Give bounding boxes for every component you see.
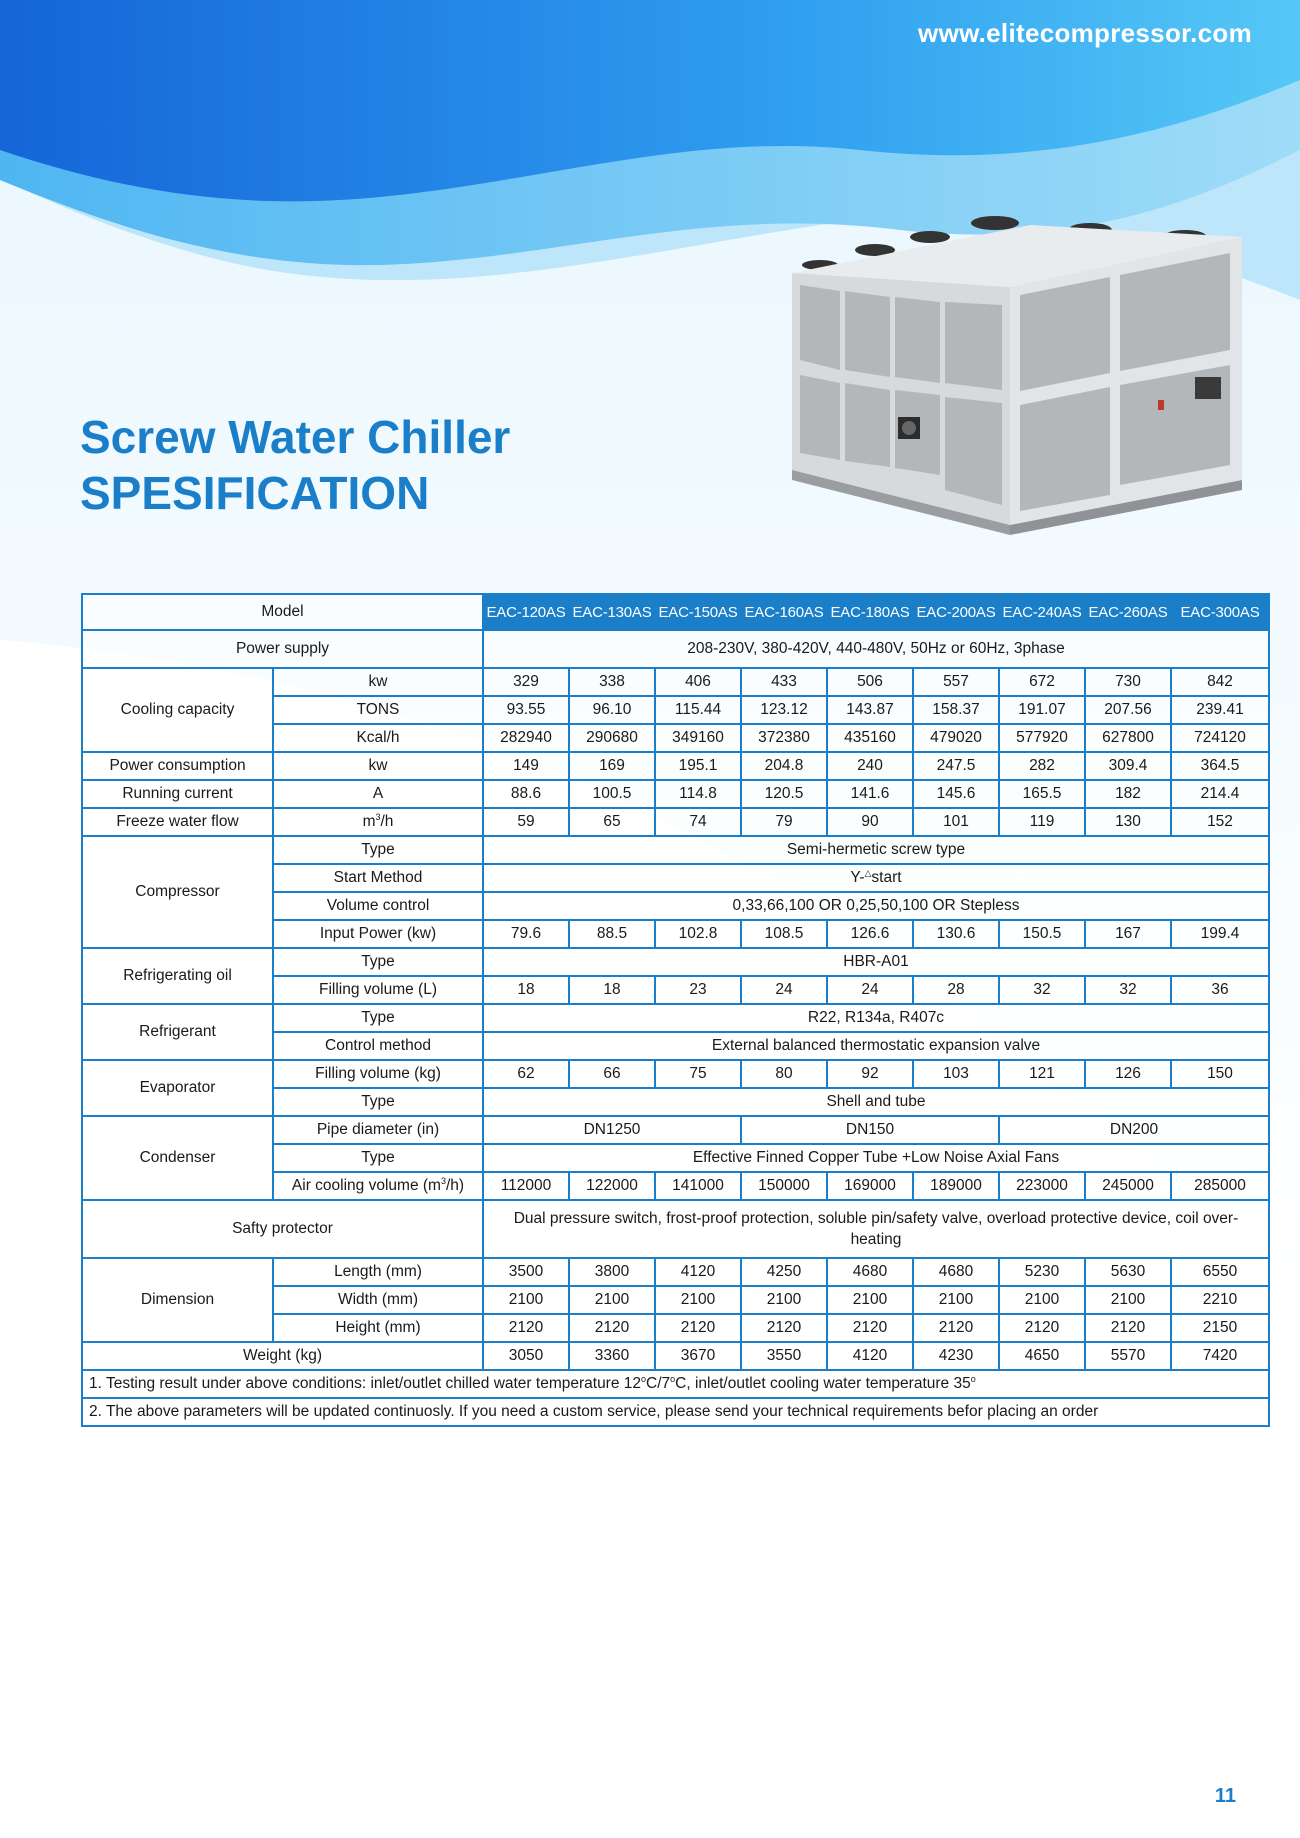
row-oil-type [82,948,1269,976]
value-cell: 4120 [655,1258,741,1286]
value-cell: 309.4 [1085,752,1171,780]
dimension-label: Dimension [82,1258,273,1342]
value-cell: 28 [913,976,999,1004]
merged-value: Semi-hermetic screw type [483,836,1269,864]
value-cell: 433 [741,668,827,696]
sub-label: Filling volume (kg) [273,1060,483,1088]
row-running-current [82,780,1269,808]
air-label-c: /h) [445,1177,465,1195]
model-cell: EAC-120AS [483,594,569,630]
weight-label: Weight (kg) [82,1342,483,1370]
value-cell: 577920 [999,724,1085,752]
row-cooling-kw [82,668,1269,696]
value-cell: 130.6 [913,920,999,948]
row-dimension-length [82,1258,1269,1286]
value-cell: 239.41 [1171,696,1269,724]
unit-cell [273,808,483,836]
air-label-sup: 3 [440,1176,446,1187]
value-cell: 2100 [741,1286,827,1314]
sub-label [273,1172,483,1200]
value-cell: 364.5 [1171,752,1269,780]
unit-superscript: 3 [375,812,381,823]
sub-label: Filling volume (L) [273,976,483,1004]
unit-base: m [362,813,376,831]
value-cell: 282 [999,752,1085,780]
value-cell: 7420 [1171,1342,1269,1370]
value-cell: 102.8 [655,920,741,948]
value-cell: 2120 [741,1314,827,1342]
start-sup: △ [864,868,872,879]
value-cell: 59 [483,808,569,836]
sub-label: Type [273,948,483,976]
page-title: Screw Water Chiller [80,411,511,463]
value-cell: 92 [827,1060,913,1088]
value-cell: 5230 [999,1258,1085,1286]
value-cell: 2100 [999,1286,1085,1314]
row-compressor-type [82,836,1269,864]
sub-label: Pipe diameter (in) [273,1116,483,1144]
value-cell: 66 [569,1060,655,1088]
merged-value: DN150 [741,1116,999,1144]
value-cell: 182 [1085,780,1171,808]
value-cell: 435160 [827,724,913,752]
merged-value: DN1250 [483,1116,741,1144]
value-cell: 3670 [655,1342,741,1370]
value-cell: 372380 [741,724,827,752]
value-cell: 2120 [913,1314,999,1342]
value-cell: 199.4 [1171,920,1269,948]
value-cell: 214.4 [1171,780,1269,808]
value-cell: 18 [569,976,655,1004]
value-cell: 2100 [1085,1286,1171,1314]
running-current-label: Running current [82,780,273,808]
row-condenser-pipe [82,1116,1269,1144]
value-cell: 103 [913,1060,999,1088]
value-cell: 150000 [741,1172,827,1200]
value-cell: 122000 [569,1172,655,1200]
value-cell: 627800 [1085,724,1171,752]
row-refrigerant-type [82,1004,1269,1032]
sub-label: Input Power (kw) [273,920,483,948]
value-cell: 24 [741,976,827,1004]
screw-chiller-unit-image [780,205,1245,575]
power-supply-value: 208-230V, 380-420V, 440-480V, 50Hz or 60Hz, 3phase [483,630,1269,668]
safety-value: Dual pressure switch, frost-proof protection, soluble pin/safety valve, overload protective device, coil over-heating [483,1200,1269,1258]
unit-cell: kw [273,668,483,696]
air-label-a: Air cooling volume ( [291,1177,429,1195]
degree-sup: o [670,1374,676,1385]
value-cell: 724120 [1171,724,1269,752]
row-freeze-water-flow [82,808,1269,836]
value-cell: 79.6 [483,920,569,948]
value-cell: 5630 [1085,1258,1171,1286]
value-cell: 23 [655,976,741,1004]
value-cell: 120.5 [741,780,827,808]
value-cell: 152 [1171,808,1269,836]
merged-value: DN200 [999,1116,1269,1144]
value-cell: 141.6 [827,780,913,808]
value-cell: 2120 [655,1314,741,1342]
value-cell: 62 [483,1060,569,1088]
sub-label: Width (mm) [273,1286,483,1314]
value-cell: 4120 [827,1342,913,1370]
start-a: Y- [850,869,865,887]
sub-label: Control method [273,1032,483,1060]
value-cell: 130 [1085,808,1171,836]
value-cell: 195.1 [655,752,741,780]
model-cell: EAC-150AS [655,594,741,630]
value-cell: 96.10 [569,696,655,724]
value-cell: 145.6 [913,780,999,808]
row-power-consumption [82,752,1269,780]
refrigerant-label: Refrigerant [82,1004,273,1060]
value-cell: 329 [483,668,569,696]
value-cell: 240 [827,752,913,780]
value-cell: 158.37 [913,696,999,724]
value-cell: 189000 [913,1172,999,1200]
value-cell: 75 [655,1060,741,1088]
value-cell: 285000 [1171,1172,1269,1200]
merged-value: HBR-A01 [483,948,1269,976]
row-evaporator-filling [82,1060,1269,1088]
note-1-a: 1. Testing result under above conditions: inlet/outlet chilled water temperature 12 [89,1375,642,1393]
value-cell: 88.6 [483,780,569,808]
value-cell: 2100 [913,1286,999,1314]
value-cell: 223000 [999,1172,1085,1200]
value-cell: 90 [827,808,913,836]
value-cell: 479020 [913,724,999,752]
value-cell: 18 [483,976,569,1004]
sub-label: Length (mm) [273,1258,483,1286]
value-cell: 557 [913,668,999,696]
power-supply-label: Power supply [82,630,483,668]
value-cell: 730 [1085,668,1171,696]
value-cell: 79 [741,808,827,836]
value-cell: 74 [655,808,741,836]
degree-sup: o [970,1374,976,1385]
value-cell: 6550 [1171,1258,1269,1286]
value-cell: 141000 [655,1172,741,1200]
value-cell: 5570 [1085,1342,1171,1370]
value-cell: 4650 [999,1342,1085,1370]
value-cell: 150 [1171,1060,1269,1088]
value-cell: 123.12 [741,696,827,724]
unit-cell: A [273,780,483,808]
value-cell: 4680 [827,1258,913,1286]
value-cell: 349160 [655,724,741,752]
value-cell: 406 [655,668,741,696]
value-cell: 112000 [483,1172,569,1200]
value-cell: 93.55 [483,696,569,724]
value-cell: 2120 [569,1314,655,1342]
value-cell: 114.8 [655,780,741,808]
value-cell: 165.5 [999,780,1085,808]
value-cell: 338 [569,668,655,696]
value-cell: 150.5 [999,920,1085,948]
merged-value: Shell and tube [483,1088,1269,1116]
value-cell: 126.6 [827,920,913,948]
value-cell: 247.5 [913,752,999,780]
value-cell: 4250 [741,1258,827,1286]
value-cell: 2120 [1085,1314,1171,1342]
sub-label: Type [273,1144,483,1172]
sub-label: Start Method [273,864,483,892]
unit-cell: Kcal/h [273,724,483,752]
value-cell: 119 [999,808,1085,836]
value-cell: 149 [483,752,569,780]
value-cell: 506 [827,668,913,696]
value-cell: 842 [1171,668,1269,696]
value-cell: 3500 [483,1258,569,1286]
value-cell: 167 [1085,920,1171,948]
row-power-supply [82,630,1269,668]
row-note-2 [82,1398,1269,1426]
value-cell: 24 [827,976,913,1004]
value-cell: 32 [999,976,1085,1004]
row-note-1 [82,1370,1269,1398]
condenser-label: Condenser [82,1116,273,1200]
note-1-c: C, inlet/outlet cooling water temperature 35 [675,1375,971,1393]
value-cell: 108.5 [741,920,827,948]
value-cell: 204.8 [741,752,827,780]
value-cell: 169 [569,752,655,780]
row-weight [82,1342,1269,1370]
sub-label: Height (mm) [273,1314,483,1342]
page-number: 11 [1214,1785,1236,1807]
model-cell: EAC-180AS [827,594,913,630]
compressor-label: Compressor [82,836,273,948]
value-cell: 191.07 [999,696,1085,724]
value-cell: 100.5 [569,780,655,808]
model-cell: EAC-260AS [1085,594,1171,630]
sub-label: Type [273,1004,483,1032]
value-cell: 36 [1171,976,1269,1004]
value-cell: 2100 [827,1286,913,1314]
power-consumption-label: Power consumption [82,752,273,780]
refrigerating-oil-label: Refrigerating oil [82,948,273,1004]
value-cell: 32 [1085,976,1171,1004]
website-url[interactable]: www.elitecompressor.com [918,18,1252,48]
value-cell: 88.5 [569,920,655,948]
value-cell: 101 [913,808,999,836]
start-b: start [871,869,902,887]
value-cell: 3360 [569,1342,655,1370]
value-cell: 65 [569,808,655,836]
value-cell: 245000 [1085,1172,1171,1200]
value-cell: 2100 [569,1286,655,1314]
model-label: Model [82,594,483,630]
value-cell: 290680 [569,724,655,752]
model-cell: EAC-130AS [569,594,655,630]
value-cell: 2120 [999,1314,1085,1342]
value-cell: 169000 [827,1172,913,1200]
unit-cell: TONS [273,696,483,724]
note-1-b: C/7 [646,1375,671,1393]
unit-cell: kw [273,752,483,780]
value-cell: 143.87 [827,696,913,724]
page-subtitle: SPESIFICATION [80,467,430,519]
cooling-capacity-label: Cooling capacity [82,668,273,752]
value-cell: 2150 [1171,1314,1269,1342]
note-2: 2. The above parameters will be updated continuosly. If you need a custom service, please send your technical requirements befor placing an order [82,1398,1269,1426]
value-cell: 2100 [483,1286,569,1314]
value-cell: 115.44 [655,696,741,724]
value-cell: 2120 [483,1314,569,1342]
merged-value: R22, R134a, R407c [483,1004,1269,1032]
evaporator-label: Evaporator [82,1060,273,1116]
value-cell: 3050 [483,1342,569,1370]
sub-label: Type [273,836,483,864]
sub-label: Type [273,1088,483,1116]
merged-value: Effective Finned Copper Tube +Low Noise Axial Fans [483,1144,1269,1172]
value-cell: 4680 [913,1258,999,1286]
model-cell: EAC-160AS [741,594,827,630]
specification-table [81,593,1270,1427]
freeze-water-flow-label: Freeze water flow [82,808,273,836]
row-model [82,594,1269,630]
value-cell: 2100 [655,1286,741,1314]
value-cell: 207.56 [1085,696,1171,724]
sub-label: Volume control [273,892,483,920]
value-cell: 4230 [913,1342,999,1370]
value-cell: 126 [1085,1060,1171,1088]
value-cell: 2210 [1171,1286,1269,1314]
value-cell: 121 [999,1060,1085,1088]
value-cell: 282940 [483,724,569,752]
note-1 [82,1370,1269,1398]
merged-value: External balanced thermostatic expansion valve [483,1032,1269,1060]
model-cell: EAC-300AS [1171,594,1269,630]
value-cell: 2120 [827,1314,913,1342]
value-cell: 80 [741,1060,827,1088]
value-cell: 3800 [569,1258,655,1286]
model-cell: EAC-200AS [913,594,999,630]
value-cell: 3550 [741,1342,827,1370]
row-safety [82,1200,1269,1258]
unit-end: /h [380,813,394,831]
value-cell: 672 [999,668,1085,696]
merged-value [483,864,1269,892]
merged-value: 0,33,66,100 OR 0,25,50,100 OR Stepless [483,892,1269,920]
safety-label: Safty protector [82,1200,483,1258]
air-label-b: m [428,1177,441,1195]
degree-sup: o [641,1374,647,1385]
model-cell: EAC-240AS [999,594,1085,630]
